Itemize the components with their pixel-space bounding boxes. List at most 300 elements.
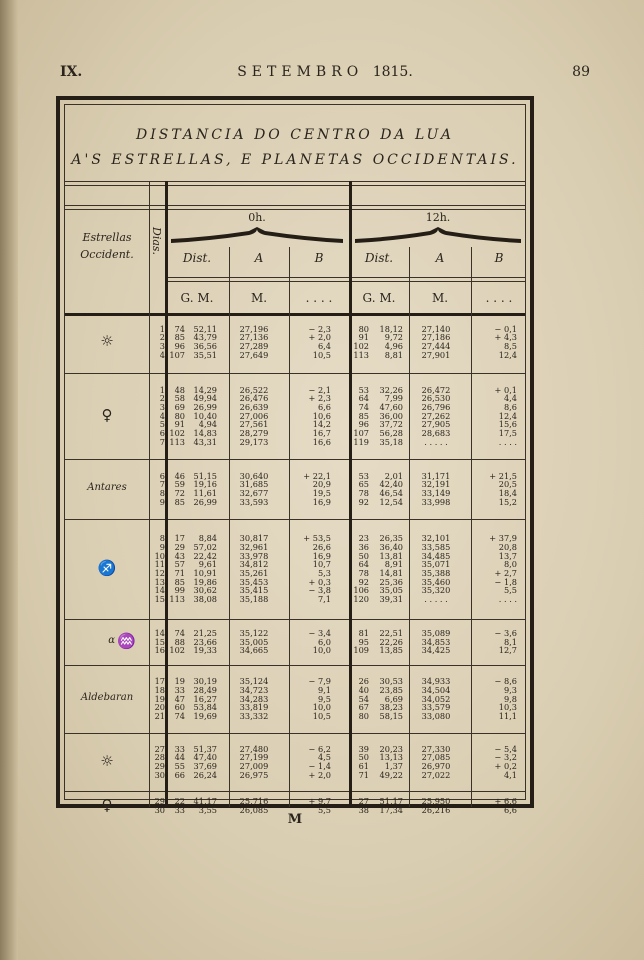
cell-m12: 38,23 [379, 702, 403, 713]
cell-a12: 32,191 [421, 479, 451, 490]
cell-a12: 27,901 [421, 349, 451, 360]
cell-g12: 50 [358, 550, 369, 561]
cell-g0: 19 [174, 676, 185, 687]
cell-a0: 26,639 [239, 401, 269, 412]
cell-g12: 92 [358, 576, 369, 587]
cell-a12: . . . . . [424, 436, 448, 447]
cell-b0: 6,4 [317, 341, 331, 351]
cell-m0: 4,94 [198, 419, 217, 430]
table-title-line2: A'S ESTRELLAS, E PLANETAS OCCIDENTAIS. [71, 152, 519, 168]
cell-g12: 71 [358, 769, 369, 780]
cell-b12: + 0,2 [494, 761, 517, 771]
cell-m12: 13,13 [379, 752, 403, 763]
cell-m0: 19,69 [193, 711, 217, 722]
cell-g0: 69 [174, 401, 185, 412]
table-title [65, 123, 525, 183]
cell-b0: 9,5 [317, 693, 331, 704]
cell-g0: 59 [174, 479, 185, 490]
cell-a0: 28,279 [239, 428, 269, 439]
cell-m12: 49,22 [379, 769, 403, 780]
group-separator [65, 733, 525, 734]
hour-12-header: 12h. [425, 211, 451, 224]
cell-m0: 28,49 [193, 684, 217, 695]
cell-m0: 26,24 [193, 769, 217, 780]
chapter-number: IX. [60, 64, 83, 80]
cell-g12: 92 [358, 496, 369, 507]
cell-g12: 67 [358, 702, 369, 713]
cell-a12: 26,472 [421, 384, 451, 395]
cell-g0: 74 [174, 627, 185, 638]
star-symbol-icon: ☼ [100, 332, 114, 350]
cell-g12: 64 [358, 393, 369, 404]
cell-m12: 18,12 [379, 323, 403, 334]
cell-a12: 27,330 [421, 743, 451, 754]
cell-a12: 34,504 [421, 684, 451, 695]
group-separator [65, 459, 525, 460]
cell-m0: 14,29 [193, 384, 217, 395]
cell-m12: 8,81 [384, 349, 403, 360]
cell-m12: 12,54 [379, 496, 403, 507]
cell-g12: 53 [358, 470, 369, 481]
cell-m12: 37,72 [379, 419, 403, 430]
cell-a0: 26,085 [239, 805, 269, 815]
cell-b0: 10,7 [312, 559, 331, 570]
group-separator [65, 665, 525, 666]
cell-g12: 80 [358, 323, 369, 334]
cell-day: 14 [154, 585, 165, 596]
cell-m12: 22,51 [379, 627, 403, 638]
cell-a0: 30,817 [239, 533, 269, 544]
star-label: Aldebaran [80, 692, 134, 703]
cell-m12: 13,81 [379, 550, 403, 561]
cell-b12: . . . . [498, 436, 517, 447]
cell-g12: 50 [358, 752, 369, 763]
cell-day: 14 [154, 627, 165, 638]
cell-g0: 43 [174, 550, 185, 561]
cell-b12: 15,2 [498, 496, 517, 507]
cell-g0: 85 [174, 576, 185, 587]
cell-day: 30 [154, 805, 165, 815]
cell-a0: 35,261 [239, 568, 269, 578]
units-dots-0: . . . . [305, 291, 333, 305]
cell-b12: 9,3 [503, 684, 517, 695]
cell-g0: 102 [169, 428, 185, 439]
cell-b12: + 21,5 [489, 470, 517, 481]
cell-g12: 102 [353, 341, 369, 351]
cell-a12: 34,425 [421, 645, 451, 656]
cell-g0: 47 [174, 693, 185, 704]
cell-a12: 27,140 [421, 323, 451, 334]
cell-b12: 18,4 [498, 488, 517, 498]
cell-day: 2 [159, 393, 165, 404]
cell-b0: 10,0 [312, 645, 331, 656]
cell-g12: 80 [358, 711, 369, 722]
dist-0-header: Dist. [182, 251, 212, 265]
cell-b12: − 1,8 [494, 576, 517, 587]
star-symbol-icon: ♀ [101, 406, 113, 424]
cell-a0: 33,593 [239, 496, 269, 507]
cell-a0: 26,522 [239, 384, 269, 395]
cell-m12: 36,40 [379, 541, 403, 552]
cell-m12: 46,54 [379, 488, 403, 498]
cell-g0: 96 [174, 341, 185, 351]
cell-g12: 107 [353, 428, 369, 439]
cell-g0: 48 [174, 384, 185, 395]
star-label: α [108, 635, 115, 646]
cell-b12: 20,5 [498, 479, 517, 490]
cell-m0: 30,19 [193, 676, 217, 687]
cell-a12: 33,998 [421, 496, 451, 507]
column-rule [149, 311, 150, 807]
cell-b0: 4,5 [317, 752, 331, 763]
cell-g12: 61 [358, 761, 369, 771]
cell-a0: 27,136 [239, 332, 269, 343]
cell-b12: 15,6 [498, 419, 517, 430]
cell-b12: + 0,1 [494, 384, 517, 395]
cell-a0: 35,188 [239, 594, 269, 605]
cell-g12: 120 [353, 594, 369, 605]
cell-b0: + 2,0 [308, 769, 331, 780]
cell-day: 1 [159, 323, 165, 334]
cell-g12: 26 [358, 676, 369, 687]
cell-b12: + 37,9 [489, 533, 517, 544]
cell-day: 7 [159, 479, 165, 490]
cell-m0: 8,84 [198, 533, 217, 544]
cell-b0: 7,1 [317, 594, 331, 605]
cell-b0: + 2,3 [308, 393, 331, 404]
cell-day: 6 [159, 470, 165, 481]
cell-a12: 34,485 [421, 550, 451, 561]
cell-day: 15 [154, 636, 165, 647]
cell-b12: − 5,4 [494, 743, 517, 754]
cell-m0: 53,84 [193, 702, 217, 713]
cell-m0: 41,17 [193, 796, 217, 807]
cell-a0: 35,415 [239, 585, 269, 596]
cell-g0: 85 [174, 332, 185, 343]
cell-b12: 9,8 [503, 693, 517, 704]
cell-b12: + 4,3 [494, 332, 517, 343]
cell-m0: 10,40 [193, 410, 217, 421]
cell-a12: 31,171 [421, 470, 451, 481]
signature-mark: M [287, 812, 303, 827]
cell-m12: 42,40 [379, 479, 403, 490]
cell-g12: 119 [353, 436, 369, 447]
cell-g0: 33 [174, 684, 185, 695]
cell-a12: 27,085 [421, 752, 451, 763]
cell-b0: + 22,1 [303, 470, 331, 481]
cell-b0: 10,6 [312, 410, 331, 421]
cell-m12: 51,17 [379, 796, 403, 807]
cell-a0: 27,199 [239, 752, 269, 763]
cell-g12: 81 [358, 627, 369, 638]
cell-m12: 32,26 [379, 384, 403, 395]
cell-a0: 27,009 [239, 761, 269, 771]
cell-a12: 35,089 [421, 627, 451, 638]
cell-b0: 16,7 [312, 428, 331, 439]
units-m-0: M. [250, 291, 268, 305]
cell-g12: 74 [358, 401, 369, 412]
cell-g12: 27 [358, 796, 369, 807]
cell-a0: 34,283 [239, 693, 269, 704]
cell-b0: − 1,4 [308, 761, 331, 771]
column-rule [349, 311, 352, 807]
cell-m0: 16,27 [193, 693, 217, 704]
cell-b12: − 8,6 [494, 676, 517, 687]
cell-g12: 91 [358, 332, 369, 343]
cell-g12: 65 [358, 479, 369, 490]
cell-a12: 35,460 [421, 576, 451, 587]
cell-b0: 10,5 [312, 711, 331, 722]
cell-b12: − 0,1 [494, 323, 517, 334]
cell-b0: − 3,4 [308, 627, 331, 638]
cell-a12: 34,853 [421, 636, 451, 647]
cell-day: 28 [154, 752, 165, 763]
cell-day: 12 [154, 568, 165, 578]
cell-a0: 35,124 [239, 676, 269, 687]
cell-day: 9 [159, 541, 165, 552]
table-frame [56, 96, 534, 815]
cell-g12: 109 [353, 645, 369, 656]
cell-a12: 25,950 [421, 796, 451, 807]
cell-a12: 34,933 [421, 676, 451, 687]
cell-a0: 34,665 [239, 645, 269, 656]
cell-m0: 49,94 [193, 393, 217, 404]
cell-b0: 16,9 [312, 496, 331, 507]
cell-b12: 11,1 [498, 711, 517, 722]
cell-m0: 51,37 [193, 743, 217, 754]
cell-m12: 2,01 [384, 470, 403, 481]
cell-m12: 25,36 [379, 576, 403, 587]
cell-b0: 19,5 [312, 488, 331, 498]
cell-day: 21 [154, 711, 165, 722]
group-separator [65, 791, 525, 792]
cell-m0: 47,40 [193, 752, 217, 763]
cell-b0: 5,5 [317, 805, 331, 815]
cell-b12: 4,1 [503, 769, 517, 780]
cell-b0: 10,5 [312, 349, 331, 360]
cell-day: 8 [159, 488, 165, 498]
column-rule [165, 311, 168, 807]
cell-m0: 21,25 [193, 627, 217, 638]
cell-a0: 30,640 [239, 470, 269, 481]
cell-g0: 66 [174, 769, 185, 780]
cell-day: 30 [154, 769, 165, 780]
cell-m0: 35,51 [193, 349, 217, 360]
a-0-header: A [254, 251, 264, 265]
cell-a12: 35,320 [421, 585, 451, 596]
cell-b12: 6,6 [503, 805, 517, 815]
cell-m0: 36,56 [193, 341, 217, 351]
cell-a12: 33,149 [421, 488, 451, 498]
cell-b12: 4,4 [503, 393, 517, 404]
cell-a12: 33,585 [421, 541, 451, 552]
cell-m0: 19,86 [193, 576, 217, 587]
cell-a12: 34,052 [421, 693, 451, 704]
cell-g0: 113 [169, 594, 185, 605]
star-symbol-icon: ☼ [100, 752, 114, 770]
cell-m0: 26,99 [193, 401, 217, 412]
cell-b0: 20,9 [312, 479, 331, 490]
cell-b12: + 6,6 [494, 796, 517, 807]
cell-b0: + 53,5 [303, 533, 331, 544]
units-m-12: M. [431, 291, 449, 305]
cell-m0: 43,31 [193, 436, 217, 447]
cell-a0: 29,173 [239, 436, 269, 447]
star-symbol-icon: ♀ [101, 796, 113, 814]
cell-day: 29 [154, 796, 165, 807]
cell-b12: 20,8 [498, 541, 517, 552]
a-12-header: A [435, 251, 445, 265]
cell-m12: 26,35 [379, 533, 403, 544]
cell-day: 19 [154, 693, 165, 704]
cell-a0: 32,677 [239, 488, 269, 498]
units-gm-0: G. M. [180, 291, 214, 305]
running-title: SETEMBRO 1815. [237, 64, 413, 80]
cell-m0: 22,42 [193, 550, 217, 561]
cell-a0: 27,196 [239, 323, 269, 334]
cell-b0: − 7,9 [308, 676, 331, 687]
cell-m0: 9,61 [198, 559, 217, 570]
cell-m12: 1,37 [384, 761, 403, 771]
cell-g0: 107 [169, 349, 185, 360]
cell-a0: 35,122 [239, 627, 269, 638]
cell-b0: 10,0 [312, 702, 331, 713]
cell-g0: 72 [174, 488, 185, 498]
cell-a12: 26,796 [421, 401, 451, 412]
cell-a12: 28,683 [421, 428, 451, 439]
running-head [60, 64, 590, 86]
cell-m12: 4,96 [384, 341, 403, 351]
cell-g12: 54 [358, 693, 369, 704]
cell-a12: 26,530 [421, 393, 451, 404]
units-gm-12: G. M. [362, 291, 396, 305]
cell-day: 6 [159, 428, 165, 439]
cell-g12: 36 [358, 541, 369, 552]
page-number: 89 [572, 64, 590, 80]
cell-g12: 40 [358, 684, 369, 695]
cell-g0: 88 [174, 636, 185, 647]
cell-a12: 27,022 [421, 769, 451, 780]
cell-b12: 8,5 [503, 341, 517, 351]
dist-12-header: Dist. [364, 251, 394, 265]
cell-m0: 19,16 [193, 479, 217, 490]
cell-m0: 11,61 [193, 488, 217, 498]
cell-day: 16 [154, 645, 165, 656]
group-separator [65, 519, 525, 520]
cell-a12: 35,071 [421, 559, 451, 570]
cell-a12: 27,186 [421, 332, 451, 343]
cell-b12: + 2,7 [494, 568, 517, 578]
cell-a0: 26,975 [239, 769, 269, 780]
cell-g12: 39 [358, 743, 369, 754]
cell-g12: 38 [358, 805, 369, 815]
table-title-line1: DISTANCIA DO CENTRO DA LUA [135, 127, 455, 143]
cell-day: 13 [154, 576, 165, 587]
cell-m0: 43,79 [193, 332, 217, 343]
cell-m0: 51,15 [193, 470, 217, 481]
cell-a0: 26,476 [239, 393, 269, 404]
cell-b12: 5,5 [503, 585, 517, 596]
cell-m12: 35,18 [379, 436, 403, 447]
cell-a12: 26,970 [421, 761, 451, 771]
cell-a12: 33,080 [421, 711, 451, 722]
cell-b0: 26,6 [312, 541, 331, 552]
cell-a0: 27,289 [239, 341, 269, 351]
cell-g0: 17 [174, 533, 185, 544]
group-separator [65, 373, 525, 374]
cell-g0: 29 [174, 541, 185, 552]
cell-g0: 85 [174, 496, 185, 507]
cell-day: 3 [159, 341, 165, 351]
cell-day: 18 [154, 684, 165, 695]
cell-m12: 17,34 [379, 805, 403, 815]
cell-g0: 58 [174, 393, 185, 404]
units-dots-12: . . . . [485, 291, 513, 305]
cell-a12: 27,262 [421, 410, 451, 421]
cell-g0: 71 [174, 568, 185, 578]
cell-a0: 31,685 [239, 479, 269, 490]
star-symbol-icon: ♐ [97, 559, 117, 577]
column-rule [229, 311, 230, 807]
cell-b12: − 3,2 [494, 752, 517, 763]
cell-g0: 74 [174, 323, 185, 334]
cell-b12: 10,3 [498, 702, 517, 713]
cell-m12: 9,72 [384, 332, 403, 343]
cell-b12: 12,7 [498, 645, 517, 656]
cell-m0: 23,66 [193, 636, 217, 647]
cell-b0: 14,2 [312, 419, 331, 430]
cell-b0: 9,1 [317, 684, 331, 695]
cell-g0: 102 [169, 645, 185, 656]
cell-a0: 33,819 [239, 702, 269, 713]
cell-day: 15 [154, 594, 165, 605]
cell-g0: 57 [174, 559, 185, 570]
cell-g12: 95 [358, 636, 369, 647]
cell-b0: 6,6 [317, 401, 331, 412]
cell-day: 10 [154, 550, 165, 561]
cell-m12: 6,69 [384, 693, 403, 704]
cell-a12: 32,101 [421, 533, 451, 544]
cell-b0: − 3,8 [308, 585, 331, 596]
cell-day: 8 [159, 533, 165, 544]
cell-g0: 74 [174, 711, 185, 722]
cell-m12: 30,53 [379, 676, 403, 687]
cell-a12: 27,444 [421, 341, 451, 351]
cell-a0: 27,006 [239, 410, 269, 421]
cell-b0: + 2,0 [308, 332, 331, 343]
cell-g0: 33 [174, 743, 185, 754]
cell-a0: 32,961 [239, 541, 269, 552]
cell-b12: 13,7 [498, 550, 517, 561]
cell-m0: 30,62 [193, 585, 217, 596]
cell-m0: 10,91 [193, 568, 217, 578]
cell-a12: 26,216 [421, 805, 451, 815]
cell-b12: − 3,6 [494, 627, 517, 638]
cell-g12: 64 [358, 559, 369, 570]
cell-m0: 52,11 [193, 323, 217, 334]
cell-day: 5 [159, 419, 165, 430]
cell-m12: 14,81 [379, 568, 403, 578]
cell-a0: 35,453 [239, 576, 269, 587]
cell-b0: − 2,3 [308, 323, 331, 334]
b-0-header: B [314, 251, 324, 265]
cell-m12: 20,23 [379, 743, 403, 754]
cell-day: 7 [159, 436, 165, 447]
cell-m0: 3,55 [198, 805, 217, 815]
cell-g12: 106 [353, 585, 369, 596]
cell-m12: 36,00 [379, 410, 403, 421]
cell-b12: 17,5 [498, 428, 517, 439]
